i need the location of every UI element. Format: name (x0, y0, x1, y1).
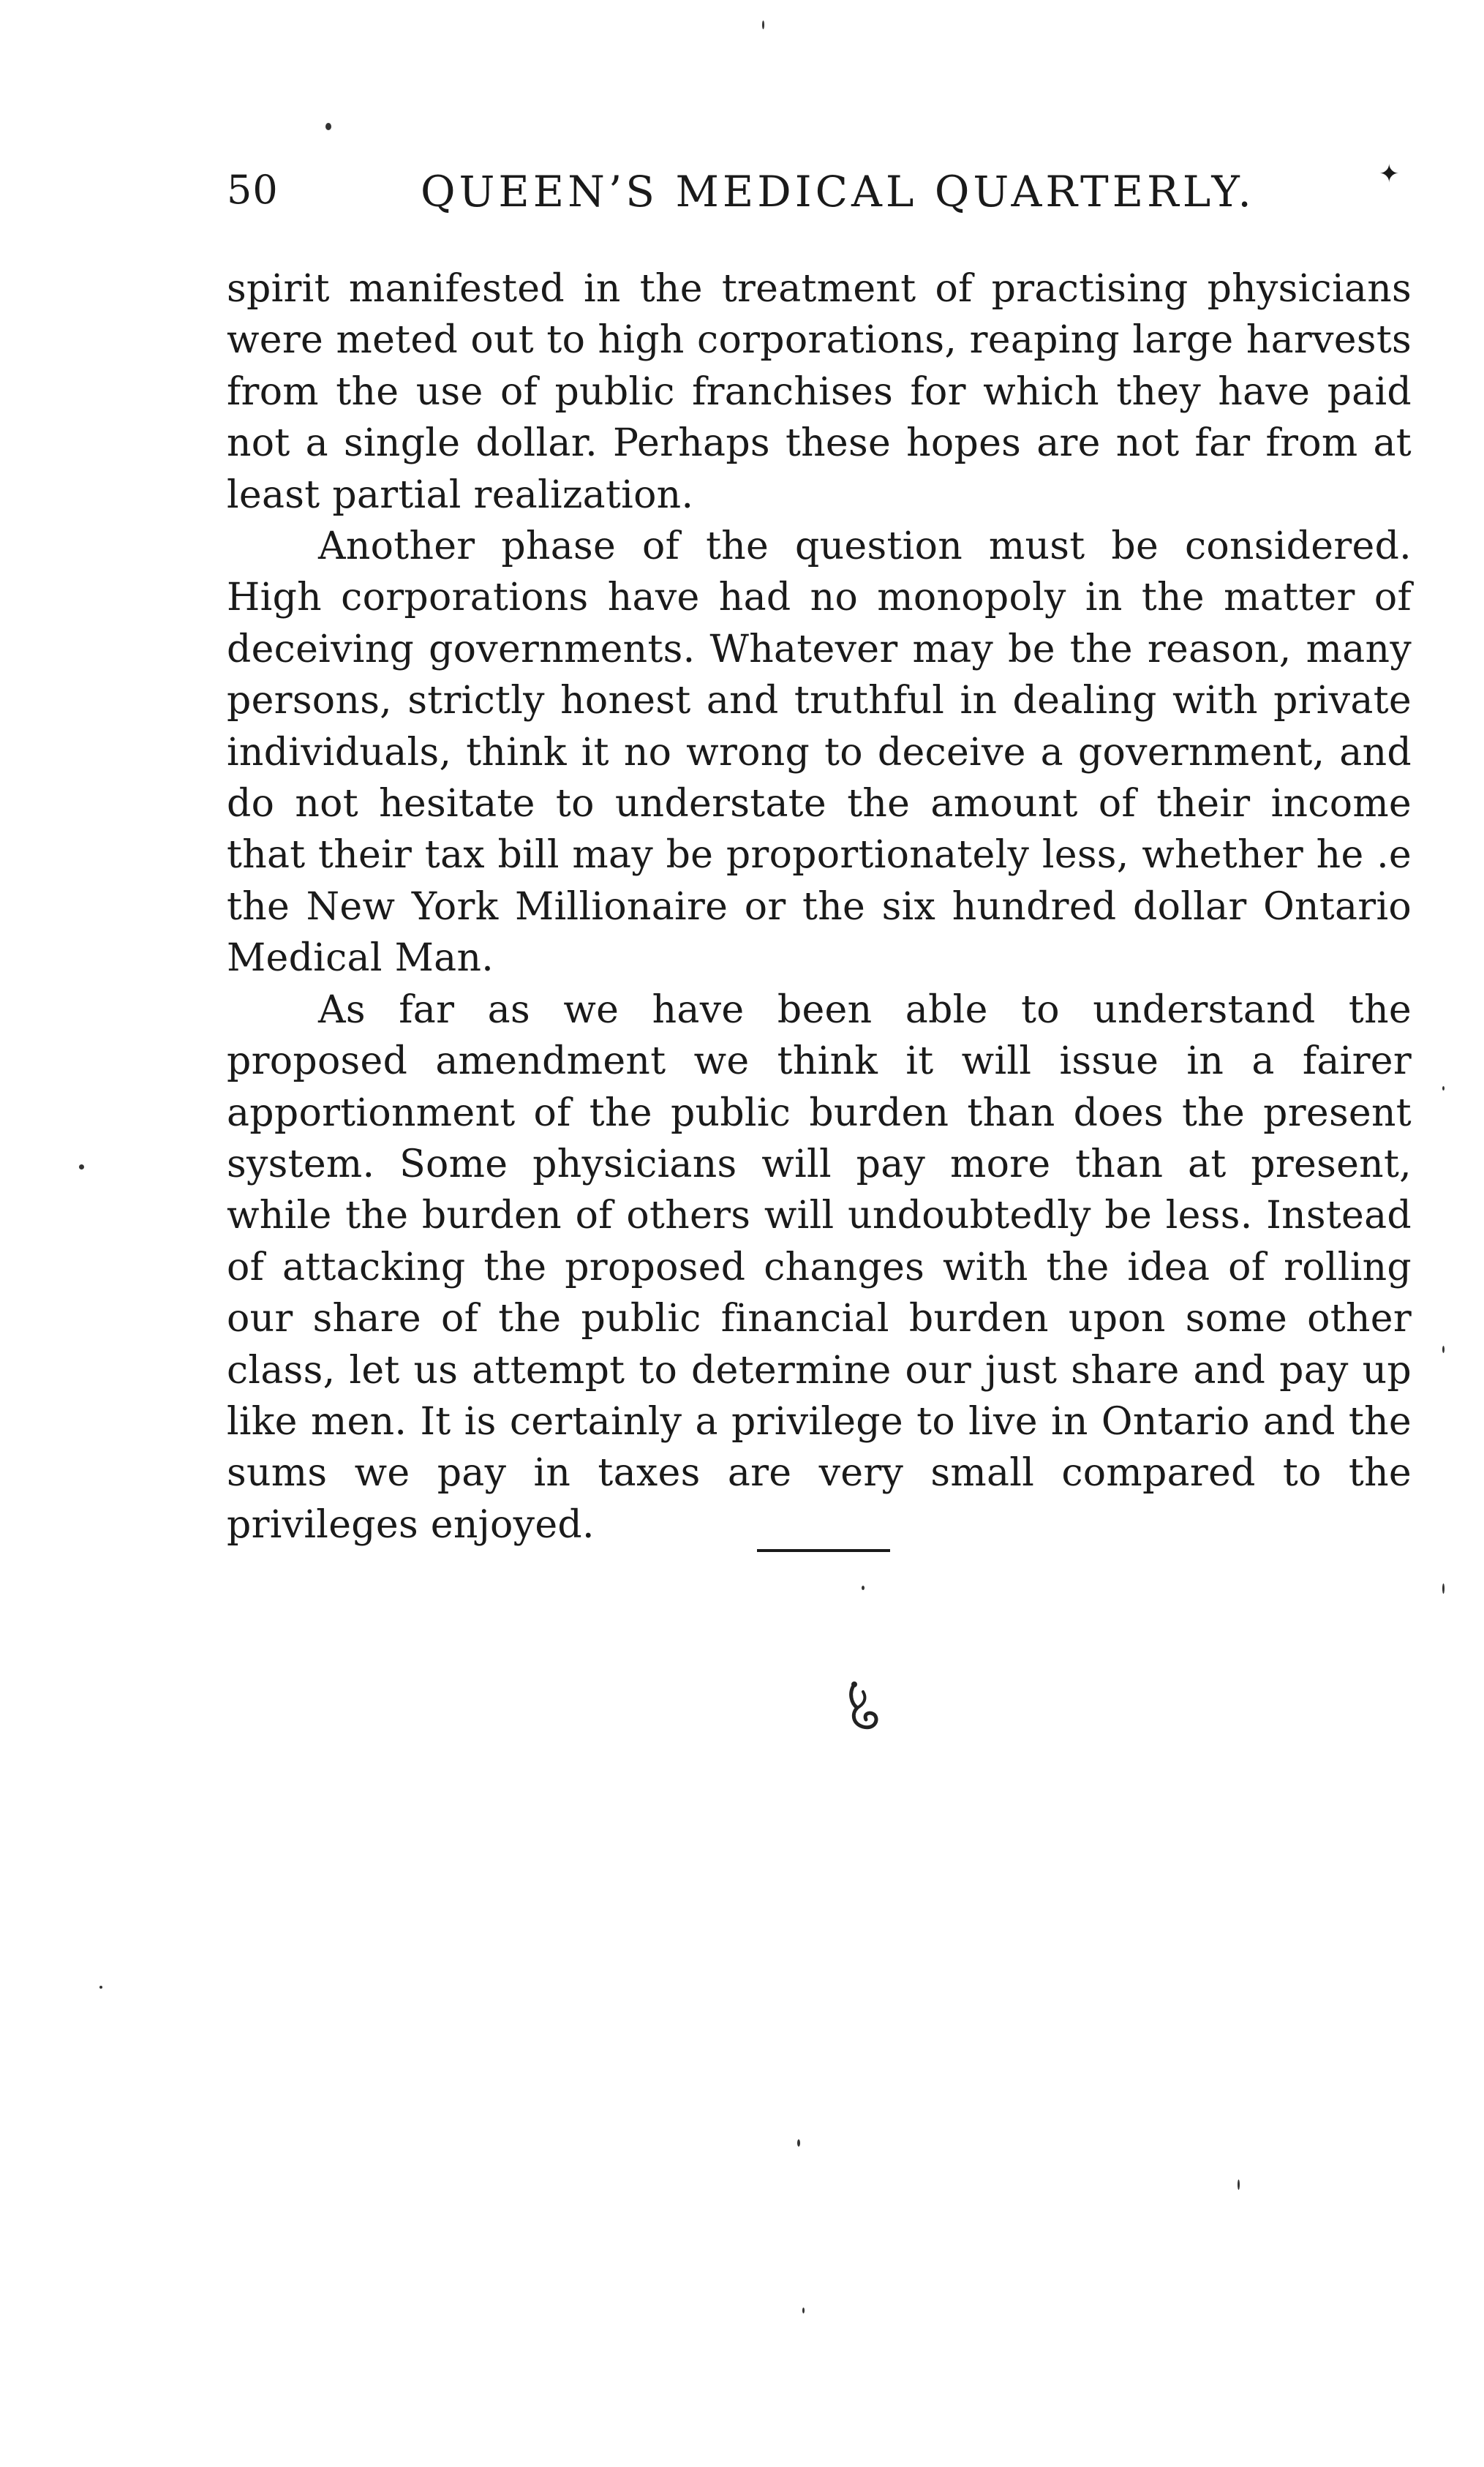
page-speck (862, 1586, 865, 1590)
paragraph: As far as we have been able to understand the proposed amendment we think it will issue in a fairer apportionment of the public burden than does the present system. Some physicians will pay more than at present, while the burden of others will undoubtedly be less. Instead of attacking the proposed changes with the idea of rolling our share of the public financial burden upon some other class, let us attempt to determine our just share and pay up like men. It is certainly a privilege to live in Ontario and the sums we pay in taxes are very small compared to the privileges enjoyed. (227, 987, 1412, 1547)
page-speck (325, 123, 331, 130)
page-speck (99, 1986, 102, 1989)
printer-ornament-icon (841, 1679, 885, 1737)
paragraph-continuation: spirit manifested in the treatment of practising physicians were meted out to high corporations, reaping large harvests from the use of public franchises for which they have paid not a single dollar. Perhaps these hopes are not far from at least partial realization. (227, 267, 1412, 517)
article-body (227, 263, 1412, 1551)
corner-mark-icon: ✦ (1379, 159, 1400, 189)
page-speck (1442, 1583, 1445, 1594)
page-speck (79, 1164, 84, 1170)
running-title: QUEEN’S MEDICAL QUARTERLY. (421, 167, 1255, 216)
section-divider (757, 1549, 890, 1552)
paragraph: Another phase of the question must be considered. High corporations have had no monopoly in the matter of deceiving governments. Whatever may be the reason, many persons, strictly honest and truthful in dealing with private individuals, think it no wrong to deceive a government, and do not hesitate to understate the amount of their income that their tax bill may be proportionately less, whether he .e the New York Millionaire or the six hundred dollar Ontario Medical Man. (227, 524, 1412, 981)
page-number: 50 (227, 167, 279, 213)
page-speck (1442, 1086, 1445, 1091)
page-speck (1238, 2180, 1240, 2190)
page-speck (762, 20, 764, 29)
page-speck (797, 2139, 800, 2147)
page-speck (802, 2308, 805, 2313)
page-speck (1442, 1346, 1445, 1353)
page-header (227, 159, 1412, 225)
